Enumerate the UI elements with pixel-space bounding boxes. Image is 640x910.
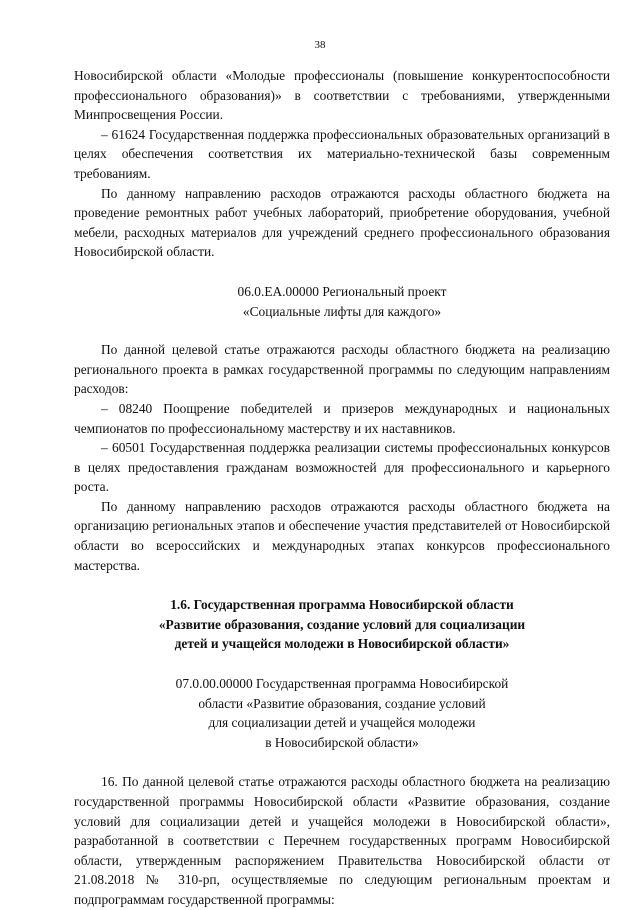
paragraph: – 08240 Поощрение победителей и призеров международных и национальных чемпионатов по профессиональному мастерству и их наставников. xyxy=(74,400,610,436)
project-heading-line: «Социальные лифты для каждого» xyxy=(242,303,442,319)
paragraph: 16. По данной целевой статье отражаются расходы областного бюджета на реализацию государственной программы Новосибирской области «Развитие образования, создание условий для социализации детей и учащейся молодежи в Новосибирской области», разработанной в соответствии с Перечнем государственных программ Новосибирской области, утвержденным распоряжением Правительства Новосибирской области от 21.08.2018 № 310-рп, осуществляемые по следующим региональным проектам и подпрограммам государственной программы: xyxy=(74,774,610,907)
paragraph: – 60501 Государственная поддержка реализации системы профессиональных конкурсов в целях предоставления гражданам возможностей для профессионального и карьерного роста. xyxy=(74,440,610,495)
document-body xyxy=(74,66,610,910)
paragraph: Новосибирской области «Молодые профессионалы (повышение конкурентоспособности профессионального образования)» в соответствии с требованиями, утвержденными Минпросвещения России. xyxy=(74,68,610,123)
paragraph: По данному направлению расходов отражаются расходы областного бюджета на проведение ремонтных работ учебных лабораторий, приобретение оборудования, учебной мебели, расходных материалов для учреждений среднего профессионального образования Новосибирской области. xyxy=(74,185,610,260)
program-heading-line: 07.0.00.00000 Государственная программа Новосибирской xyxy=(175,676,509,692)
project-heading-line: 06.0.ЕА.00000 Региональный проект xyxy=(237,283,447,299)
paragraph: По данной целевой статье отражаются расходы областного бюджета на реализацию регионального проекта в рамках государственной программы по следующим направлениям расходов: xyxy=(74,342,610,397)
program-heading-line: для социализации детей и учащейся молодежи xyxy=(208,715,476,731)
paragraph: По данному направлению расходов отражаются расходы областного бюджета на организацию региональных этапов и обеспечение участия представителей от Новосибирской области во всероссийских и международных этапах конкурсов профессионального мастерства. xyxy=(74,498,610,573)
program-heading-line: в Новосибирской области» xyxy=(265,734,419,750)
page-number: 38 xyxy=(314,39,326,51)
section-heading-line: «Развитие образования, создание условий для социализации xyxy=(158,616,526,632)
section-heading-line: детей и учащейся молодежи в Новосибирской области» xyxy=(174,636,510,652)
section-heading-line: 1.6. Государственная программа Новосибирской области xyxy=(170,597,514,613)
program-heading-line: области «Развитие образования, создание условий xyxy=(198,695,486,711)
paragraph: – 61624 Государственная поддержка профессиональных образовательных организаций в целях обеспечения соответствия их материально-технической базы современным требованиям. xyxy=(74,126,610,181)
